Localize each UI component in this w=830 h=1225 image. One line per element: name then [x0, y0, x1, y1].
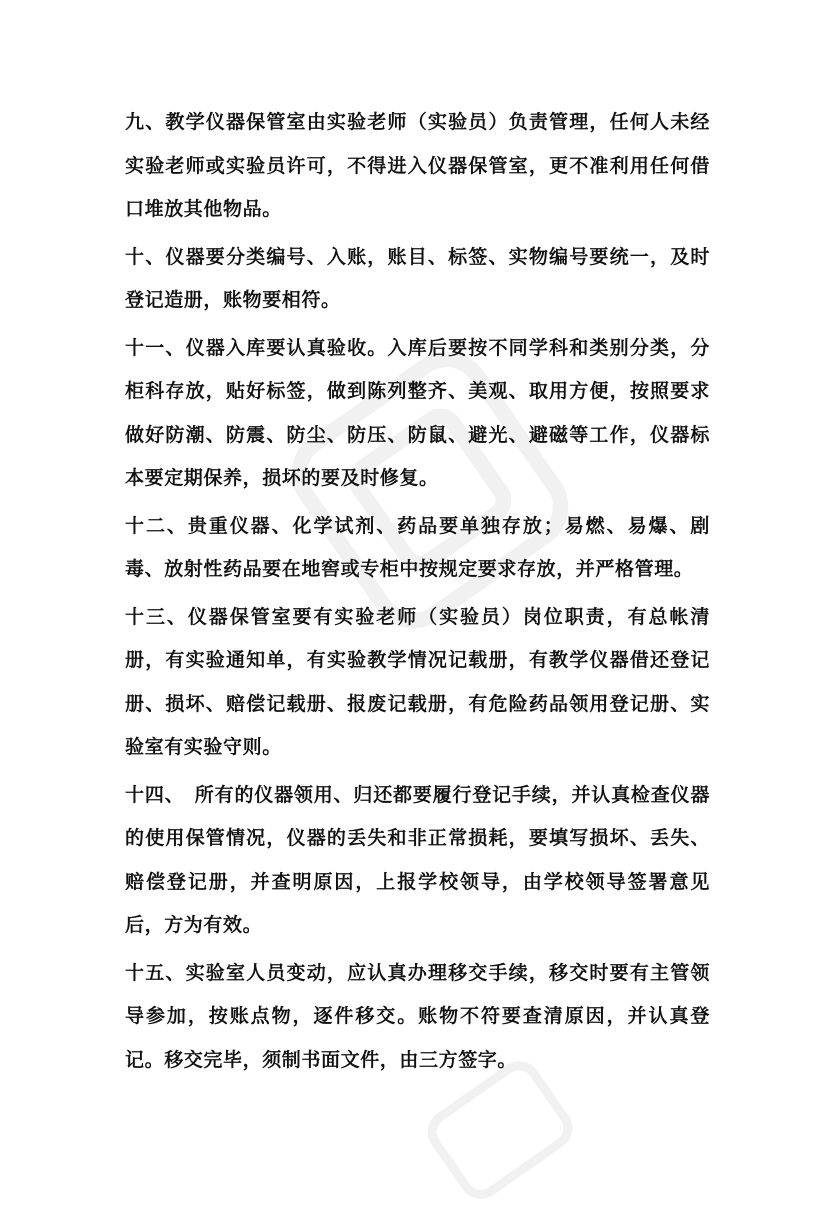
paragraph-14: 十四、 所有的仪器领用、归还都要履行登记手续，并认真检查仪器的使用保管情况，仪器的丢失和非正常损耗，要填写损坏、丢失、赔偿登记册，并查明原因，上报学校领导，由学校领导签署意见后，方为有效。: [125, 783, 710, 936]
paragraph-9: 九、教学仪器保管室由实验老师（实验员）负责管理，任何人未经实验老师或实验员许可，不得进入仪器保管室，更不准利用任何借口堆放其他物品。: [125, 111, 710, 220]
paragraph-12: 十二、贵重仪器、化学试剂、药品要单独存放；易燃、易爆、剧毒、放射性药品要在地窖或专柜中按规定要求存放，并严格管理。: [125, 514, 710, 580]
paragraph-10: 十、仪器要分类编号、入账，账目、标签、实物编号要统一，及时登记造册，账物要相符。: [125, 245, 710, 311]
paragraph-11: 十一、仪器入库要认真验收。入库后要按不同学科和类别分类，分柜科存放，贴好标签，做到陈列整齐、美观、取用方便，按照要求做好防潮、防震、防尘、防压、防鼠、避光、避磁等工作，仪器标本要定期保养，损坏的要及时修复。: [125, 336, 710, 489]
document-body: [125, 101, 710, 1086]
paragraph-13: 十三、仪器保管室要有实验老师（实验员）岗位职责，有总帐清册，有实验通知单，有实验教学情况记载册，有教学仪器借还登记册、损坏、赔偿记载册、报废记载册，有危险药品领用登记册、实验室有实验守则。: [125, 605, 710, 758]
paragraph-15: 十五、实验室人员变动，应认真办理移交手续，移交时要有主管领导参加，按账点物，逐件移交。账物不符要查清原因，并认真登记。移交完毕，须制书面文件，由三方签字。: [125, 961, 710, 1071]
